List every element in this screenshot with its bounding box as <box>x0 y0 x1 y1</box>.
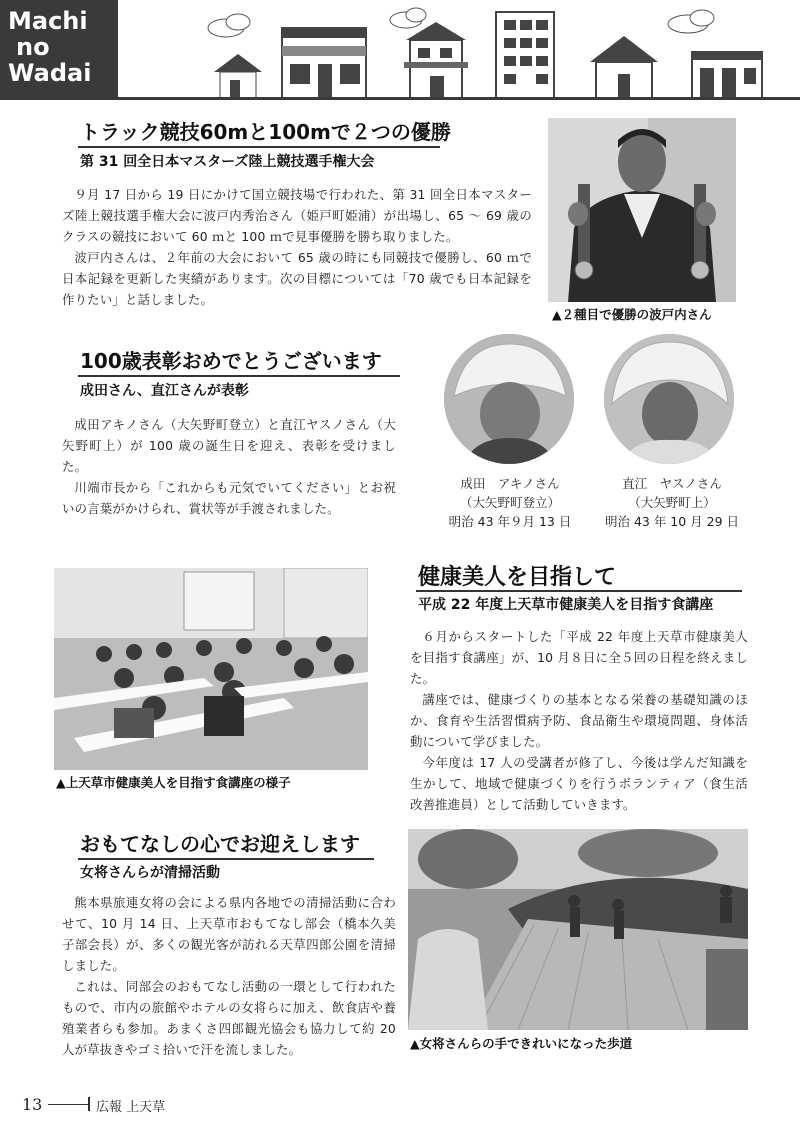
naoe-birthdate: 明治 43 年 10 月 29 日 <box>604 514 740 529</box>
banner-line-2: no <box>16 33 50 61</box>
footer-rule <box>48 1104 88 1105</box>
footer-separator <box>88 1097 90 1111</box>
naoe-caption <box>592 474 752 531</box>
track-paragraph-2: 波戸内さんは、２年前の大会において 65 歳の時にも同競技で優勝し、60 ｍで日本記録を更新した実績があります。次の目標については「70 歳でも日本記録を作りたい」と話しました。 <box>62 250 532 307</box>
town-skyline-illustration <box>118 0 800 98</box>
health-title-rule <box>416 590 742 592</box>
hospitality-section-title: おもてなしの心でお迎えします <box>80 828 360 857</box>
hospitality-body <box>62 892 396 1060</box>
banner-title <box>0 0 118 100</box>
centenarian-section-subtitle: 成田さん、直江さんが表彰 <box>80 383 249 399</box>
health-paragraph-3: 今年度は 17 人の受講者が修了し、今後は学んだ知識を生かして、地域で健康づくりを行うボランティア（食生活改善推進員）として活動していきます。 <box>410 755 748 812</box>
naoe-place: （大矢野町上） <box>628 495 716 510</box>
narita-place: （大矢野町登立） <box>459 495 560 510</box>
centenarian-paragraph-2: 川端市長から「これからも元気でいてください」とお祝いの言葉がかけられ、賞状等が手渡されました。 <box>62 480 396 516</box>
track-paragraph-1: ９月 17 日から 19 日にかけて国立競技場で行われた、第 31 回全日本マスターズ陸上競技選手権大会に波戸内秀治さん（姫戸町姫浦）が出場し、65 〜 69 歳のクラスの競技において 60 ｍと 100 ｍで見事優勝を勝ち取りました。 <box>62 187 532 244</box>
narita-name: 成田 アキノさん <box>460 476 560 491</box>
track-body <box>62 184 532 310</box>
cooking-class-caption: ▲上天草市健康美人を目指す食講座の様子 <box>56 775 291 790</box>
cooking-class-photo <box>54 568 368 770</box>
page-number: 13 <box>22 1095 43 1114</box>
cleaning-photo-caption: ▲女将さんらの手できれいになった歩道 <box>410 1036 633 1051</box>
health-body <box>410 626 748 815</box>
health-paragraph-1: ６月からスタートした「平成 22 年度上天草市健康美人を目指す食講座」が、10 月８日に全５回の日程を終えました。 <box>410 629 748 686</box>
narita-caption <box>430 474 590 531</box>
health-paragraph-2: 講座では、健康づくりの基本となる栄養の基礎知識のほか、食育や生活習慣病予防、食品衛生や環境問題、身体活動について学びました。 <box>410 692 748 749</box>
narita-birthdate: 明治 43 年９月 13 日 <box>448 514 572 529</box>
centenarian-title-rule <box>78 375 400 377</box>
health-section-subtitle: 平成 22 年度上天草市健康美人を目指す食講座 <box>418 597 714 613</box>
naoe-name: 直江 ヤスノさん <box>622 476 722 491</box>
cleaning-walkway-photo <box>408 829 748 1030</box>
track-section-subtitle: 第 31 回全日本マスターズ陸上競技選手権大会 <box>80 154 375 170</box>
centenarian-section-title: 100歳表彰おめでとうございます <box>80 345 382 374</box>
runner-photo-caption: ▲２種目で優勝の波戸内さん <box>552 307 712 322</box>
hospitality-section-subtitle: 女将さんらが清掃活動 <box>80 865 220 881</box>
header-banner <box>0 0 800 100</box>
hospitality-paragraph-2: これは、同部会のおもてなし活動の一環として行われたもので、市内の旅館やホテルの女将らに加え、飲食店や養殖業者らも参加。あまくさ四郎観光協会も協力して約 20 人が草抜きやゴミ拾いで汗を流しました。 <box>62 979 396 1057</box>
centenarian-paragraph-1: 成田アキノさん（大矢野町登立）と直江ヤスノさん（大矢野町上）が 100 歳の誕生日を迎え、表彰を受けました。 <box>62 417 396 474</box>
publication-name: 広報 上天草 <box>96 1100 166 1115</box>
track-section-title: トラック競技60mと100mで２つの優勝 <box>80 116 451 145</box>
track-title-rule <box>78 146 440 148</box>
banner-baseline <box>118 97 800 100</box>
centenarian-body <box>62 414 396 519</box>
hospitality-title-rule <box>78 858 374 860</box>
naoe-portrait <box>604 334 734 464</box>
banner-line-1: Machi <box>8 7 88 35</box>
health-section-title: 健康美人を目指して <box>418 560 616 591</box>
hospitality-paragraph-1: 熊本県旅連女将の会による県内各地での清掃活動に合わせて、10 月 14 日、上天草市おもてなし部会（橋本久美子部会長）が、多くの観光客が訪れる天草四郎公園を清掃しました。 <box>62 895 396 973</box>
banner-line-3: Wadai <box>8 59 92 87</box>
runner-photo <box>548 118 736 302</box>
narita-portrait <box>444 334 574 464</box>
